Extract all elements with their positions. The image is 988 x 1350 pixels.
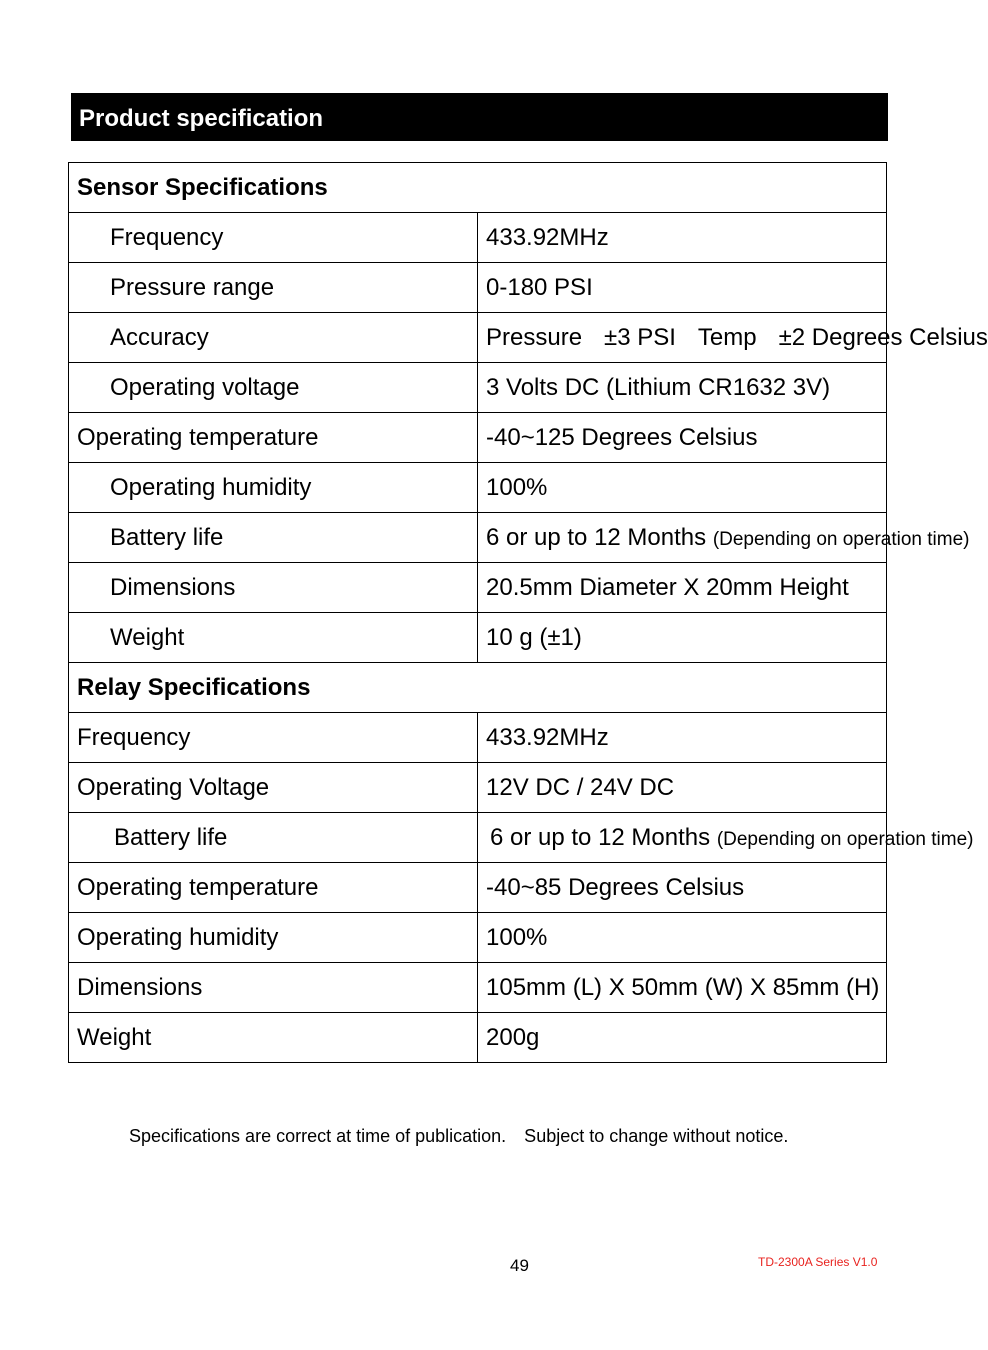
spec-value: 20.5mm Diameter X 20mm Height (478, 563, 887, 613)
table-row (69, 613, 887, 663)
accuracy-temp-value: ±2 Degrees Celsius (778, 323, 988, 351)
spec-label: Operating humidity (69, 913, 478, 963)
spec-value: -40~125 Degrees Celsius (478, 413, 887, 463)
table-row (69, 513, 887, 563)
disclaimer-note: Specifications are correct at time of publication. Subject to change without notice. (129, 1126, 789, 1146)
battery-life-note: (Depending on operation time) (712, 528, 970, 550)
table-row (69, 463, 887, 513)
table-row (69, 213, 887, 263)
relay-heading: Relay Specifications (69, 663, 887, 713)
table-row (69, 313, 887, 363)
spec-value: 3 Volts DC (Lithium CR1632 3V) (478, 363, 887, 413)
section-title: Product specification (79, 105, 324, 132)
spec-value: 200g (478, 1013, 887, 1063)
spec-value: 433.92MHz (478, 213, 887, 263)
table-row (69, 413, 887, 463)
spec-label: Operating temperature (69, 863, 478, 913)
spec-label: Battery life (69, 813, 478, 863)
battery-life-value: 6 or up to 12 Months (486, 523, 707, 551)
spec-value (478, 813, 974, 863)
spec-label: Dimensions (69, 563, 478, 613)
table-row (69, 913, 887, 963)
spec-label: Operating temperature (69, 413, 478, 463)
table-row (69, 813, 887, 863)
section-title-bar (71, 93, 888, 141)
document-version: TD-2300A Series V1.0 (758, 1255, 878, 1269)
spec-value: 10 g (±1) (478, 613, 887, 663)
spec-label: Pressure range (69, 263, 478, 313)
sensor-heading: Sensor Specifications (69, 163, 887, 213)
spec-label: Operating humidity (69, 463, 478, 513)
accuracy-pressure-label: Pressure (486, 323, 583, 351)
accuracy-pressure-value: ±3 PSI (604, 323, 676, 351)
spec-value: -40~85 Degrees Celsius (478, 863, 887, 913)
table-row (69, 563, 887, 613)
spec-table (68, 162, 988, 1063)
table-row (69, 1013, 887, 1063)
spec-label: Accuracy (69, 313, 478, 363)
spec-label: Battery life (69, 513, 478, 563)
table-row (69, 763, 887, 813)
spec-value: 105mm (L) X 50mm (W) X 85mm (H) (478, 963, 887, 1013)
spec-label: Operating voltage (69, 363, 478, 413)
spec-label: Dimensions (69, 963, 478, 1013)
battery-life-value: 6 or up to 12 Months (490, 823, 711, 851)
spec-label: Operating Voltage (69, 763, 478, 813)
table-row (69, 363, 887, 413)
spec-value: 100% (478, 463, 887, 513)
spec-label: Frequency (69, 713, 478, 763)
table-row (69, 263, 887, 313)
spec-value: 100% (478, 913, 887, 963)
spec-value (478, 313, 988, 363)
battery-life-note: (Depending on operation time) (716, 828, 974, 850)
table-row (69, 663, 887, 713)
table-row (69, 963, 887, 1013)
table-row (69, 163, 887, 213)
accuracy-temp-label: Temp (697, 323, 757, 351)
spec-value (478, 513, 970, 563)
table-row (69, 863, 887, 913)
spec-label: Weight (69, 613, 478, 663)
spec-value: 12V DC / 24V DC (478, 763, 887, 813)
spec-label: Frequency (69, 213, 478, 263)
spec-label: Weight (69, 1013, 478, 1063)
page-number: 49 (510, 1256, 529, 1275)
table-row (69, 713, 887, 763)
spec-value: 0-180 PSI (478, 263, 887, 313)
spec-value: 433.92MHz (478, 713, 887, 763)
